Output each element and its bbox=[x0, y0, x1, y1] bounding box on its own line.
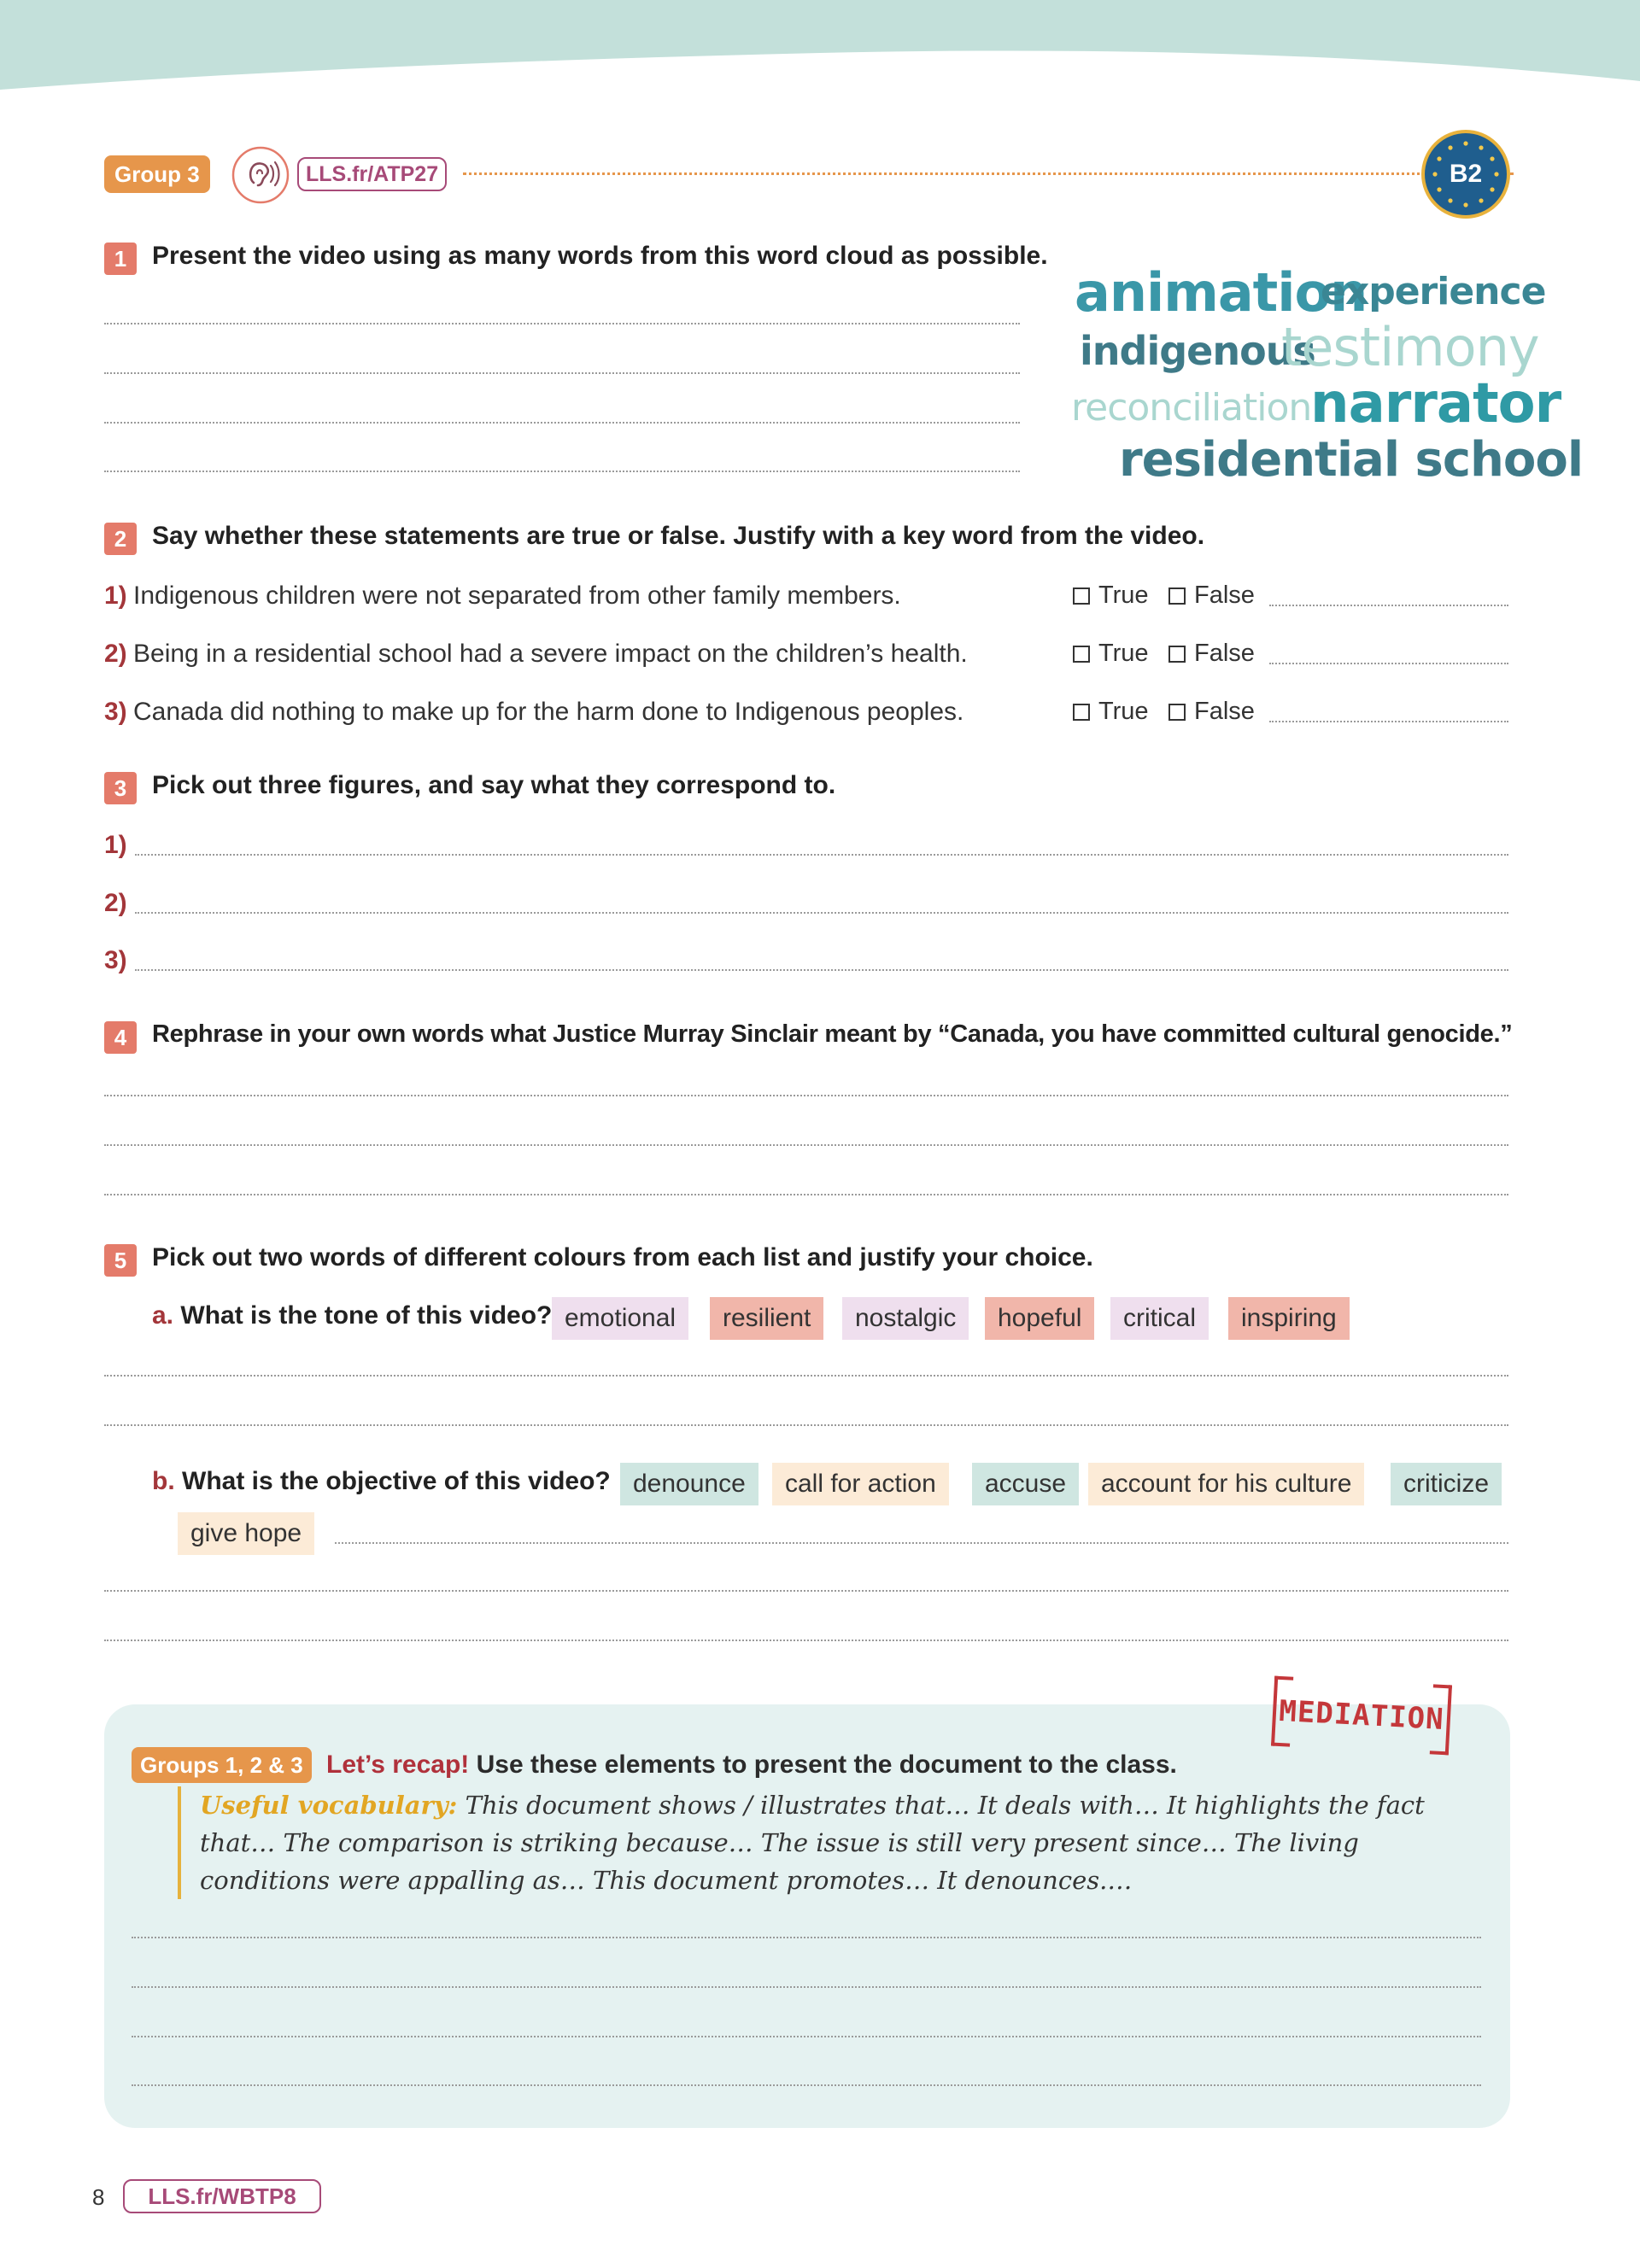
figure-number: 2) bbox=[104, 889, 127, 917]
true-option[interactable] bbox=[1073, 640, 1149, 668]
top-wave-banner bbox=[0, 0, 1640, 102]
answer-line[interactable] bbox=[135, 969, 1508, 971]
header-divider bbox=[463, 172, 1514, 175]
answer-line[interactable] bbox=[104, 323, 1020, 324]
question-2-text: Say whether these statements are true or false. Justify with a key word from the video. bbox=[152, 522, 1205, 550]
objective-chip[interactable]: criticize bbox=[1391, 1463, 1502, 1505]
sub-letter: b. bbox=[152, 1467, 175, 1495]
sub-letter: a. bbox=[152, 1301, 174, 1330]
true-option[interactable] bbox=[1073, 582, 1149, 610]
answer-line[interactable] bbox=[104, 1590, 1508, 1592]
objective-chip[interactable]: account for his culture bbox=[1088, 1463, 1364, 1505]
cloud-word: indigenous bbox=[1080, 328, 1315, 374]
false-label: False bbox=[1194, 582, 1255, 609]
page-number: 8 bbox=[92, 2184, 105, 2210]
recap-title-highlight: Let’s recap! bbox=[326, 1751, 470, 1779]
cloud-word: testimony bbox=[1281, 316, 1539, 378]
question-2-number: 2 bbox=[104, 523, 137, 555]
checkbox-icon[interactable] bbox=[1073, 704, 1090, 721]
mediation-stamp bbox=[1271, 1676, 1452, 1756]
cloud-word: residential school bbox=[1119, 432, 1584, 488]
justify-line[interactable] bbox=[1269, 663, 1508, 664]
true-label: True bbox=[1098, 698, 1149, 725]
tone-chip[interactable]: nostalgic bbox=[842, 1297, 969, 1340]
justify-line[interactable] bbox=[1269, 605, 1508, 606]
tone-chip[interactable]: emotional bbox=[552, 1297, 688, 1340]
answer-line[interactable] bbox=[104, 1194, 1508, 1195]
question-4-number: 4 bbox=[104, 1021, 137, 1054]
video-link[interactable]: LLS.fr/ATP27 bbox=[297, 157, 447, 191]
checkbox-icon[interactable] bbox=[1073, 587, 1090, 605]
answer-line[interactable] bbox=[135, 912, 1508, 914]
question-5a bbox=[152, 1301, 552, 1330]
answer-line[interactable] bbox=[104, 471, 1020, 472]
ear-listening-icon bbox=[231, 145, 290, 205]
checkbox-icon[interactable] bbox=[1168, 587, 1186, 605]
page-header bbox=[104, 155, 1510, 241]
group-badge: Group 3 bbox=[104, 155, 210, 193]
answer-line[interactable] bbox=[335, 1542, 1508, 1544]
cloud-word: experience bbox=[1321, 270, 1546, 313]
answer-line[interactable] bbox=[132, 2084, 1481, 2086]
recap-title-rest: Use these elements to present the document to the class. bbox=[469, 1751, 1177, 1779]
footer-link[interactable]: LLS.fr/WBTP8 bbox=[123, 2179, 321, 2213]
true-option[interactable] bbox=[1073, 698, 1149, 726]
checkbox-icon[interactable] bbox=[1168, 704, 1186, 721]
statement-text: Being in a residential school had a severe impact on the children’s health. bbox=[133, 640, 968, 668]
false-option[interactable] bbox=[1168, 582, 1255, 610]
objective-chip[interactable]: accuse bbox=[972, 1463, 1079, 1505]
level-badge bbox=[1421, 130, 1510, 219]
true-label: True bbox=[1098, 640, 1149, 667]
question-3-text: Pick out three figures, and say what they correspond to. bbox=[152, 771, 836, 799]
checkbox-icon[interactable] bbox=[1168, 646, 1186, 663]
answer-line[interactable] bbox=[104, 1640, 1508, 1641]
question-5b bbox=[152, 1467, 611, 1496]
statement-number: 1) bbox=[104, 582, 127, 610]
question-1-number: 1 bbox=[104, 243, 137, 275]
statement-text: Indigenous children were not separated from other family members. bbox=[133, 582, 901, 610]
statement-number: 2) bbox=[104, 640, 127, 668]
sub-question: What is the tone of this video? bbox=[180, 1301, 553, 1330]
answer-line[interactable] bbox=[104, 422, 1020, 424]
answer-line[interactable] bbox=[104, 1424, 1508, 1426]
true-label: True bbox=[1098, 582, 1149, 609]
statement-text: Canada did nothing to make up for the harm done to Indigenous peoples. bbox=[133, 698, 964, 726]
figure-number: 1) bbox=[104, 831, 127, 859]
question-5-number: 5 bbox=[104, 1244, 137, 1277]
groups-badge: Groups 1, 2 & 3 bbox=[132, 1747, 312, 1783]
figure-number: 3) bbox=[104, 946, 127, 974]
answer-line[interactable] bbox=[132, 2036, 1481, 2037]
tone-chip[interactable]: inspiring bbox=[1228, 1297, 1350, 1340]
justify-line[interactable] bbox=[1269, 721, 1508, 722]
false-option[interactable] bbox=[1168, 698, 1255, 726]
objective-chip[interactable]: call for action bbox=[772, 1463, 949, 1505]
vocab-label: Useful vocabulary: bbox=[200, 1791, 458, 1820]
false-label: False bbox=[1194, 698, 1255, 725]
question-3-number: 3 bbox=[104, 772, 137, 804]
level-label: B2 bbox=[1449, 160, 1483, 188]
sub-question: What is the objective of this video? bbox=[182, 1467, 611, 1495]
checkbox-icon[interactable] bbox=[1073, 646, 1090, 663]
answer-line[interactable] bbox=[104, 1375, 1508, 1377]
tone-chip[interactable]: critical bbox=[1110, 1297, 1209, 1340]
answer-line[interactable] bbox=[104, 372, 1020, 374]
useful-vocabulary bbox=[178, 1786, 1459, 1899]
recap-title bbox=[326, 1747, 1177, 1783]
answer-line[interactable] bbox=[132, 1937, 1481, 1938]
vocab-text: This document shows / illustrates that… It deals with… It highlights the fact that… The comparison is striking because… The issue is still very present since… The living conditions were appalling as… This document promotes… It denounces.… bbox=[200, 1791, 1425, 1895]
answer-line[interactable] bbox=[104, 1144, 1508, 1146]
cloud-word: narrator bbox=[1310, 372, 1561, 435]
false-option[interactable] bbox=[1168, 640, 1255, 668]
answer-line[interactable] bbox=[135, 854, 1508, 856]
answer-line[interactable] bbox=[132, 1986, 1481, 1988]
false-label: False bbox=[1194, 640, 1255, 667]
tone-chip[interactable]: hopeful bbox=[985, 1297, 1094, 1340]
mediation-label: MEDIATION bbox=[1278, 1693, 1445, 1738]
cloud-word: animation bbox=[1075, 261, 1368, 324]
answer-line[interactable] bbox=[104, 1095, 1508, 1096]
objective-chip[interactable]: denounce bbox=[620, 1463, 758, 1505]
cloud-word: reconciliation bbox=[1071, 386, 1312, 430]
question-1-text: Present the video using as many words from this word cloud as possible. bbox=[152, 242, 1048, 270]
objective-chip[interactable]: give hope bbox=[178, 1512, 314, 1555]
tone-chip[interactable]: resilient bbox=[710, 1297, 823, 1340]
question-4-text: Rephrase in your own words what Justice Murray Sinclair meant by “Canada, you have committed cultural genocide.” bbox=[152, 1020, 1513, 1048]
question-5-text: Pick out two words of different colours from each list and justify your choice. bbox=[152, 1243, 1093, 1271]
statement-number: 3) bbox=[104, 698, 127, 726]
